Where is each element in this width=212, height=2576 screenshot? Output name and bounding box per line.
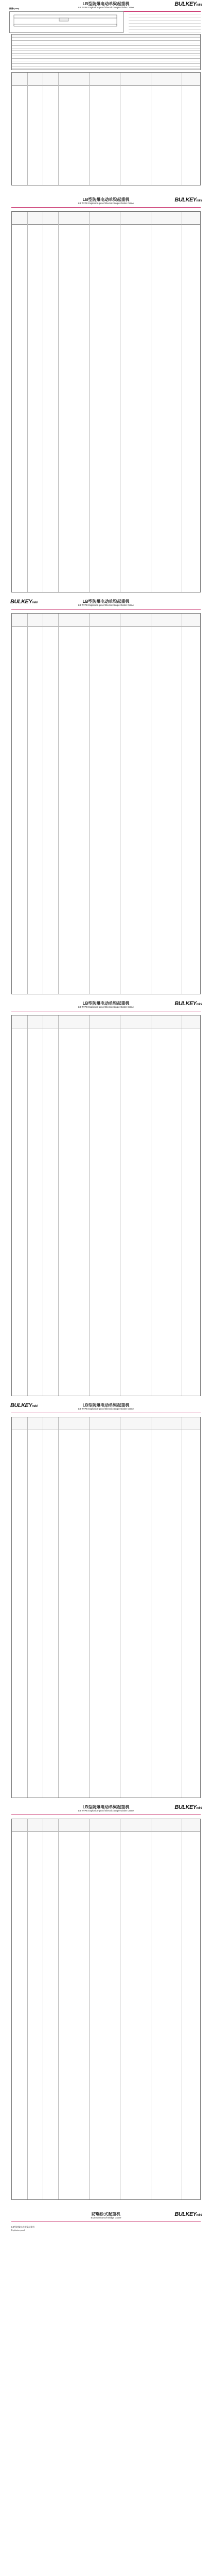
page-title: LB型防爆电动单梁起重机 [82,1403,130,1408]
specs-table-4-header [12,614,200,626]
page-title: LB型防爆电动单梁起重机 [82,599,130,604]
page-title: 防爆桥式起重机 [92,2212,120,2216]
page-7-header [0,2210,212,2224]
brand-logo: BULKEYmini [174,1001,202,1007]
brand-logo: BULKEYmini [174,1804,202,1810]
page-2 [0,196,212,598]
specs-table-1-header [12,35,200,38]
page-5-header [0,1401,212,1415]
specs-table-7 [11,1819,201,2200]
page-5 [0,1401,212,1803]
page-subtitle: LB TYPE Explosion-proof Electric Single Girder Crane [78,1006,134,1008]
page-title: LB型防爆电动单梁起重机 [82,2,130,6]
page-4 [0,999,212,1401]
page-title: LB型防爆电动单梁起重机 [82,1805,130,1809]
page-4-header [0,999,212,1013]
page-subtitle: LB TYPE Explosion-proof Electric Single Girder Crane [78,604,134,606]
specs-table-6 [11,1417,201,1798]
specs-table-2-header [12,73,200,86]
brand-logo: BULKEYmini [174,2211,202,2217]
page-subtitle: Explosion-proof Bridge Crane [91,2216,121,2219]
specs-table-5-header [12,1015,200,1028]
page-subtitle: LB TYPE Explosion-proof Electric Single Girder Crane [78,1408,134,1410]
brand-logo: BULKEYmini [10,1402,38,1409]
page-7 [0,2205,212,2576]
page-subtitle: LB TYPE Explosion-proof Electric Single Girder Crane [78,6,134,9]
specs-table-4 [11,613,201,994]
brand-logo: BULKEYmini [10,599,38,605]
page-2-header [0,196,212,209]
brand-logo: BULKEYmini [174,197,202,203]
specs-table-7-header [12,1819,200,1832]
specs-table-3 [11,211,201,592]
page-6-header [0,1803,212,1817]
specs-table-1 [11,34,201,70]
section-label: 规格/(size) [9,7,20,10]
brand-logo: BULKEYmini [174,1,202,7]
page-subtitle: LB TYPE Explosion-proof Electric Single Girder Crane [78,1809,134,1812]
page-subtitle: LB TYPE Explosion-proof Electric Single Girder Crane [78,202,134,205]
specs-table-2 [11,72,201,185]
specs-table-5 [11,1015,201,1396]
intro-text [11,2226,201,2576]
page-3-header [0,598,212,611]
page-title: LB型防爆电动单梁起重机 [82,1001,130,1006]
specs-table-6-header [12,1417,200,1430]
intro-line-1: LB型防爆电动单梁起重机 [11,2226,35,2228]
specs-table-3-header [12,212,200,225]
page-title: LB型防爆电动单梁起重机 [82,197,130,202]
intro-line-2: Explosion-proof [11,2229,25,2231]
page-3 [0,598,212,999]
crane-diagram [9,11,123,33]
page-1 [0,0,212,196]
header-rule [11,207,201,208]
page-6 [0,1803,212,2205]
diagram-legend [129,11,201,32]
